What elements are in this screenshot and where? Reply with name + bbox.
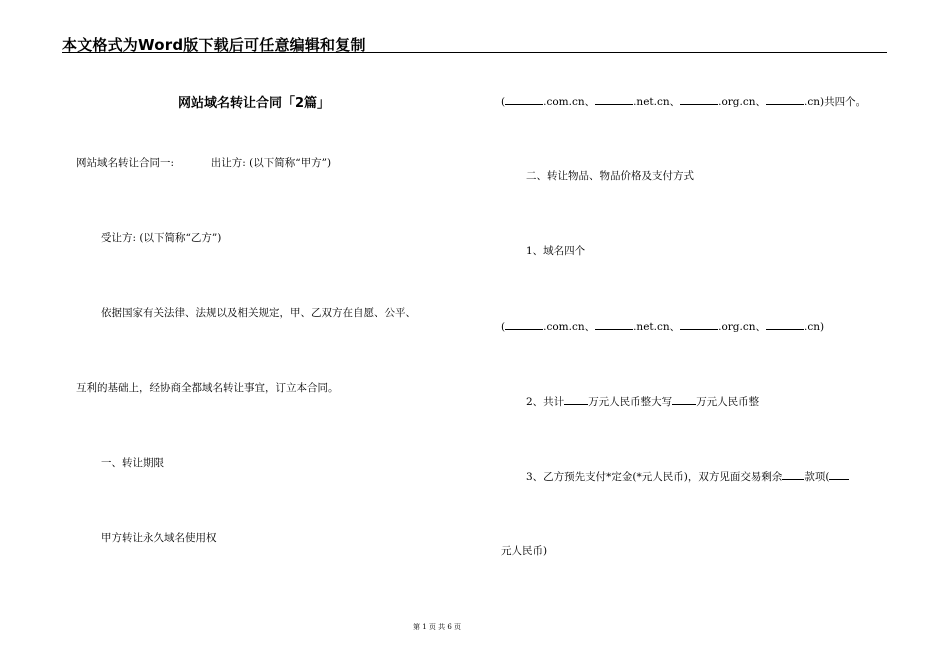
paragraph-basis: 依据国家有关法律、法规以及相关规定，甲、乙双方在自愿、公平、 <box>101 307 416 319</box>
domain-org: .org.cn、 <box>718 321 766 333</box>
deposit-text: 3、乙方预先支付*定金(*元人民币)，双方见面交易剩余 <box>526 471 783 483</box>
transferee-label: 受让方: (以下简称“乙方”) <box>101 232 222 244</box>
section-transfer-term: 一、转让期限 <box>101 457 164 469</box>
transferor-label: 出让方: (以下简称“甲方”) <box>210 157 332 169</box>
total-prefix: 2、共计 <box>526 396 565 408</box>
document-header: 本文格式为Word版下载后可任意编辑和复制 <box>62 36 366 54</box>
domain-org: .org.cn、 <box>718 96 766 108</box>
blank-field <box>595 94 633 105</box>
header-divider <box>62 52 887 53</box>
blank-field <box>680 319 718 330</box>
section-items-price-payment: 二、转让物品、物品价格及支付方式 <box>526 170 694 182</box>
contract-one-label: 网站域名转让合同一: <box>76 157 175 169</box>
blank-field <box>672 394 696 405</box>
document-title: 网站域名转让合同「2篇」 <box>178 96 331 111</box>
paragraph-permanent-use: 甲方转让永久域名使用权 <box>101 532 217 544</box>
page-number: 第 1 页 共 6 页 <box>413 623 462 631</box>
paren-open: ( <box>501 96 506 108</box>
paren-open: ( <box>501 321 506 333</box>
domain-list-first <box>501 94 866 109</box>
blank-field <box>680 94 718 105</box>
blank-field <box>766 94 804 105</box>
blank-field <box>564 394 588 405</box>
domain-com: .com.cn、 <box>543 321 596 333</box>
domain-cn: .cn) <box>804 321 825 333</box>
domain-cn: .cn)共四个。 <box>804 96 867 108</box>
domain-net: .net.cn、 <box>633 321 681 333</box>
item-total-amount <box>526 394 759 409</box>
blank-field <box>766 319 804 330</box>
deposit-remaining: 款项( <box>804 471 830 483</box>
blank-field <box>505 94 543 105</box>
domain-list-second <box>501 319 824 334</box>
item-four-domains: 1、域名四个 <box>526 245 586 257</box>
blank-field <box>505 319 543 330</box>
domain-net: .net.cn、 <box>633 96 681 108</box>
paragraph-contract-intro <box>76 156 331 170</box>
blank-field <box>595 319 633 330</box>
total-suffix: 万元人民币整 <box>696 396 760 408</box>
domain-com: .com.cn、 <box>543 96 596 108</box>
deposit-currency: 元人民币) <box>501 545 548 557</box>
paragraph-basis-cont: 互利的基础上，经协商全都域名转让事宜，订立本合同。 <box>76 382 339 394</box>
blank-field <box>782 469 804 480</box>
blank-field <box>829 469 849 480</box>
item-deposit <box>526 469 849 484</box>
total-middle: 万元人民币整大写 <box>588 396 673 408</box>
